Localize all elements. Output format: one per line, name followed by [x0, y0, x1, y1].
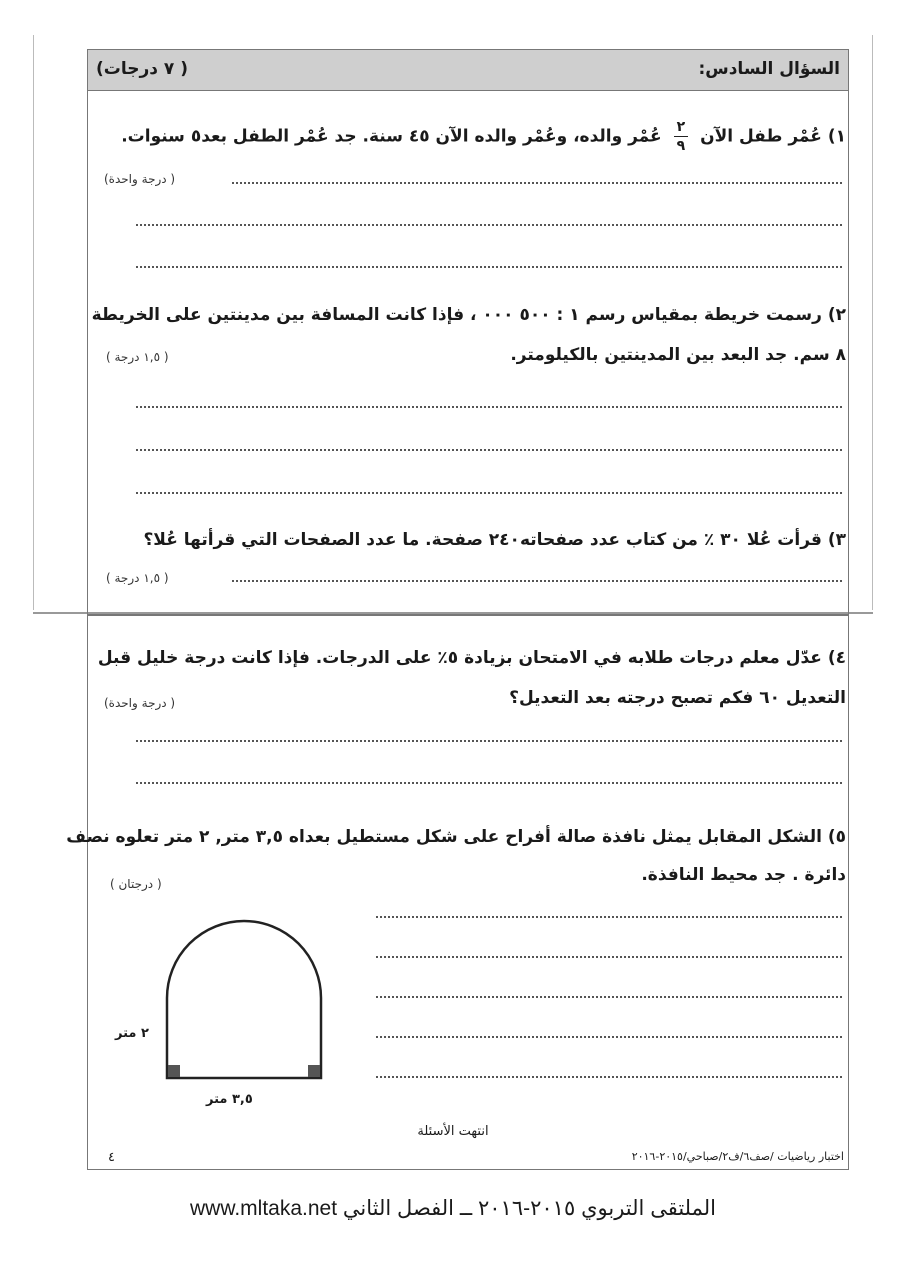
- answer-line: [232, 182, 842, 184]
- window-outline: [167, 921, 321, 1078]
- answer-line: [136, 782, 842, 784]
- question-3-line-1: ٣) قرأت عُلا ٣٠ ٪ من كتاب عدد صفحاته٢٤٠ صفحة. ما عدد الصفحات التي قرأتها عُلا؟: [143, 530, 846, 550]
- question-header: [88, 50, 848, 91]
- question-5-mark: ( درجتان ): [110, 877, 162, 891]
- window-height-label: ٢ متر: [115, 1026, 149, 1041]
- question-4-mark: ( درجة واحدة): [104, 696, 176, 710]
- answer-line: [376, 916, 842, 918]
- answer-line: [136, 224, 842, 226]
- site-footer: الملتقى التربوي ٢٠١٥-٢٠١٦ ــ الفصل الثاني www.mltaka.net: [190, 1197, 716, 1220]
- question-2-line-2: ٨ سم. جد البعد بين المدينتين بالكيلومتر.: [510, 345, 846, 365]
- question-1-line-rest: عُمْر والده، وعُمْر والده الآن ٤٥ سنة. جد عُمْر الطفل بعد٥ سنوات.: [121, 126, 662, 147]
- answer-line: [136, 406, 842, 408]
- right-angle-mark: [168, 1065, 180, 1077]
- right-angle-mark: [308, 1065, 320, 1077]
- question-total-marks: ( ٧ درجات): [96, 59, 189, 79]
- question-1-text: [121, 120, 846, 153]
- question-3-mark: ( ١,٥ درجة ): [106, 571, 169, 585]
- window-width-label: ٣,٥ متر: [206, 1092, 253, 1107]
- question-1-line-start: ١) عُمْر طفل الآن: [700, 126, 846, 147]
- answer-line: [136, 449, 842, 451]
- question-5-line-1: ٥) الشكل المقابل يمثل نافذة صالة أفراح على شكل مستطيل بعداه ٣,٥ متر, ٢ متر تعلوه نصف: [66, 827, 846, 847]
- end-of-questions: انتهت الأسئلة: [417, 1124, 489, 1139]
- answer-line: [136, 266, 842, 268]
- question-1-mark: ( درجة واحدة): [104, 172, 176, 186]
- question-title: السؤال السادس:: [698, 59, 840, 79]
- answer-line: [376, 1076, 842, 1078]
- fraction-numerator: ٢: [674, 120, 689, 137]
- answer-line: [136, 740, 842, 742]
- fraction-two-ninths: [674, 120, 689, 153]
- answer-line: [376, 1036, 842, 1038]
- answer-line: [232, 580, 842, 582]
- right-sheet-edge: [872, 35, 873, 610]
- question-2-mark: ( ١,٥ درجة ): [106, 350, 169, 364]
- page-number: ٤: [108, 1150, 115, 1165]
- question-5-line-2: دائرة . جد محيط النافذة.: [641, 865, 846, 885]
- answer-line: [136, 492, 842, 494]
- window-figure: [150, 910, 340, 1090]
- exam-info: اختبار رياضيات /صف٦/ف٢/صباحي/٢٠١٥-٢٠١٦: [631, 1150, 844, 1163]
- question-2-line-1: ٢) رسمت خريطة بمقياس رسم ١ : ٥٠٠ ٠٠٠ ، فإذا كانت المسافة بين مدينتين على الخريطة: [91, 305, 846, 325]
- fraction-denominator: ٩: [676, 138, 686, 154]
- question-4-line-2: التعديل ٦٠ فكم تصبح درجته بعد التعديل؟: [509, 688, 846, 708]
- left-sheet-edge: [33, 35, 34, 610]
- answer-line: [376, 996, 842, 998]
- answer-line: [376, 956, 842, 958]
- question-4-line-1: ٤) عدّل معلم درجات طلابه في الامتحان بزيادة ٥٪ على الدرجات. فإذا كانت درجة خليل قبل: [97, 648, 846, 668]
